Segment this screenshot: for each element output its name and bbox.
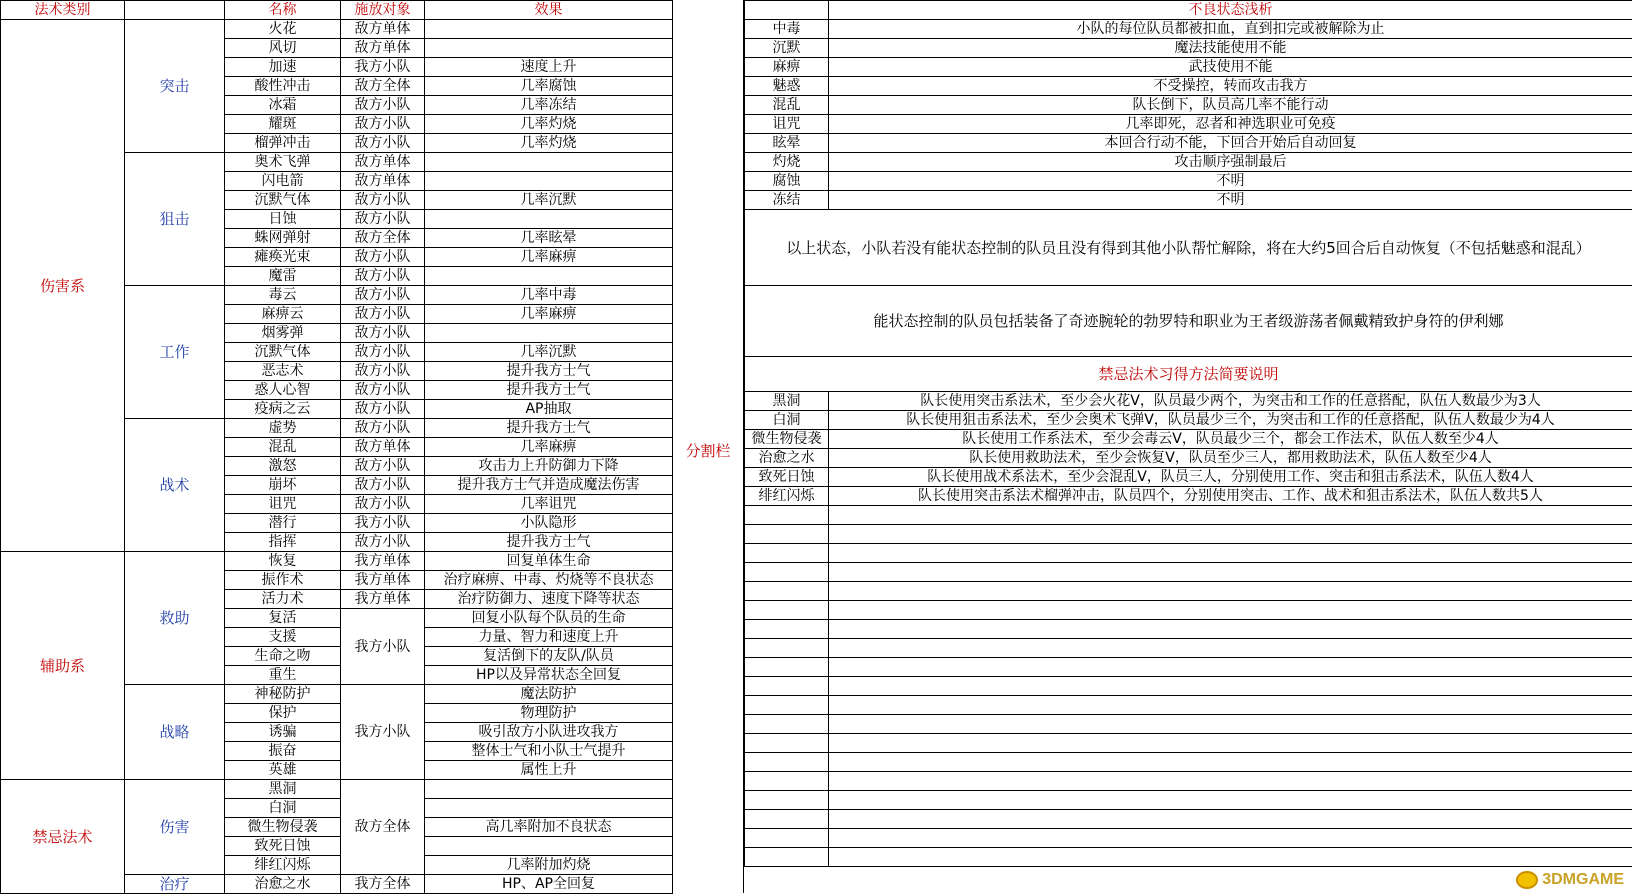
spell-effect: 回复单体生命 bbox=[425, 552, 673, 571]
subcategory-label: 伤害 bbox=[125, 780, 225, 875]
spell-target: 敌方小队 bbox=[341, 324, 425, 343]
spell-effect: 攻击力上升防御力下降 bbox=[425, 457, 673, 476]
spell-effect bbox=[425, 837, 673, 856]
spell-name: 蛛网弹射 bbox=[225, 229, 341, 248]
forbidden-spell-method: 队长使用工作系法术，至少会毒云Ⅴ，队员最少三个，都会工作法术，队伍人数至少4人 bbox=[829, 430, 1632, 449]
spell-effect: 几率麻痹 bbox=[425, 248, 673, 267]
status-description: 队长倒下，队员高几率不能行动 bbox=[829, 96, 1632, 115]
empty-cell bbox=[745, 848, 829, 867]
spell-effect: 几率麻痹 bbox=[425, 305, 673, 324]
empty-cell bbox=[745, 639, 829, 658]
spell-effect bbox=[425, 172, 673, 191]
spell-effect: 几率腐蚀 bbox=[425, 77, 673, 96]
spell-effect: 力量、智力和速度上升 bbox=[425, 628, 673, 647]
spell-target: 敌方小队 bbox=[341, 343, 425, 362]
empty-cell bbox=[829, 658, 1632, 677]
forbidden-spell-name: 白洞 bbox=[745, 411, 829, 430]
empty-row bbox=[745, 658, 1632, 677]
spell-effect: 治疗麻痹、中毒、灼烧等不良状态 bbox=[425, 571, 673, 590]
empty-cell bbox=[745, 772, 829, 791]
status-name: 灼烧 bbox=[745, 153, 829, 172]
spell-name: 白洞 bbox=[225, 799, 341, 818]
spell-name: 疫病之云 bbox=[225, 400, 341, 419]
status-row bbox=[745, 191, 1632, 210]
empty-cell bbox=[829, 810, 1632, 829]
empty-row bbox=[745, 810, 1632, 829]
empty-cell bbox=[745, 601, 829, 620]
status-description: 武技使用不能 bbox=[829, 58, 1632, 77]
spell-target: 敌方单体 bbox=[341, 153, 425, 172]
note-row bbox=[745, 286, 1632, 357]
status-name: 冻结 bbox=[745, 191, 829, 210]
empty-cell bbox=[745, 544, 829, 563]
spell-table bbox=[0, 0, 673, 894]
spell-target: 敌方小队 bbox=[341, 381, 425, 400]
spell-target: 敌方小队 bbox=[341, 457, 425, 476]
spell-name: 火花 bbox=[225, 20, 341, 39]
spell-name: 诱骗 bbox=[225, 723, 341, 742]
spell-effect bbox=[425, 324, 673, 343]
spell-target: 敌方全体 bbox=[341, 229, 425, 248]
spell-target: 我方单体 bbox=[341, 552, 425, 571]
column-header bbox=[125, 1, 225, 20]
header-row bbox=[745, 1, 1632, 20]
spell-target: 敌方小队 bbox=[341, 267, 425, 286]
empty-row bbox=[745, 620, 1632, 639]
note-row bbox=[745, 210, 1632, 286]
forbidden-row bbox=[745, 430, 1632, 449]
spell-effect: 物理防护 bbox=[425, 704, 673, 723]
spell-name: 虚势 bbox=[225, 419, 341, 438]
empty-cell bbox=[829, 563, 1632, 582]
empty-cell bbox=[829, 620, 1632, 639]
status-table bbox=[744, 0, 1632, 867]
spell-name: 榴弹冲击 bbox=[225, 134, 341, 153]
spell-name: 英雄 bbox=[225, 761, 341, 780]
spell-effect: 整体士气和小队士气提升 bbox=[425, 742, 673, 761]
subcategory-label: 工作 bbox=[125, 286, 225, 419]
spell-effect: 提升我方士气 bbox=[425, 533, 673, 552]
empty-row bbox=[745, 829, 1632, 848]
status-row bbox=[745, 58, 1632, 77]
status-name: 腐蚀 bbox=[745, 172, 829, 191]
empty-cell bbox=[829, 848, 1632, 867]
empty-cell bbox=[829, 601, 1632, 620]
spell-effect: 几率沉默 bbox=[425, 343, 673, 362]
spell-effect: HP、AP全回复 bbox=[425, 875, 673, 894]
forbidden-row bbox=[745, 411, 1632, 430]
empty-row bbox=[745, 715, 1632, 734]
spell-target: 敌方小队 bbox=[341, 248, 425, 267]
status-name: 麻痹 bbox=[745, 58, 829, 77]
empty-row bbox=[745, 582, 1632, 601]
forbidden-spell-name: 致死日蚀 bbox=[745, 468, 829, 487]
spell-name: 重生 bbox=[225, 666, 341, 685]
spell-target: 敌方单体 bbox=[341, 39, 425, 58]
forbidden-row bbox=[745, 449, 1632, 468]
spell-name: 麻痹云 bbox=[225, 305, 341, 324]
spell-target: 敌方小队 bbox=[341, 533, 425, 552]
empty-row bbox=[745, 601, 1632, 620]
spell-effect: 几率眩晕 bbox=[425, 229, 673, 248]
column-header: 施放对象 bbox=[341, 1, 425, 20]
spell-effect: 高几率附加不良状态 bbox=[425, 818, 673, 837]
spell-target: 敌方单体 bbox=[341, 438, 425, 457]
status-row bbox=[745, 115, 1632, 134]
subcategory-label: 突击 bbox=[125, 20, 225, 153]
spell-name: 惑人心智 bbox=[225, 381, 341, 400]
spell-effect: AP抽取 bbox=[425, 400, 673, 419]
spell-name: 振奋 bbox=[225, 742, 341, 761]
spell-target: 敌方小队 bbox=[341, 134, 425, 153]
status-row bbox=[745, 172, 1632, 191]
spell-target: 我方小队 bbox=[341, 685, 425, 780]
spell-name: 毒云 bbox=[225, 286, 341, 305]
spell-target: 我方小队 bbox=[341, 514, 425, 533]
spell-name: 闪电箭 bbox=[225, 172, 341, 191]
empty-cell bbox=[829, 639, 1632, 658]
column-header: 名称 bbox=[225, 1, 341, 20]
empty-cell bbox=[745, 715, 829, 734]
spell-target: 敌方小队 bbox=[341, 286, 425, 305]
status-description: 攻击顺序强制最后 bbox=[829, 153, 1632, 172]
forbidden-spell-method: 队长使用战术系法术，至少会混乱Ⅴ，队员三人，分别使用工作、突击和狙击系法术，队伍人数4人 bbox=[829, 468, 1632, 487]
spell-effect: 几率诅咒 bbox=[425, 495, 673, 514]
status-name: 混乱 bbox=[745, 96, 829, 115]
spell-name: 风切 bbox=[225, 39, 341, 58]
status-title: 不良状态浅析 bbox=[829, 1, 1632, 20]
spell-name: 振作术 bbox=[225, 571, 341, 590]
empty-row bbox=[745, 525, 1632, 544]
status-description: 魔法技能使用不能 bbox=[829, 39, 1632, 58]
status-note: 以上状态，小队若没有能状态控制的队员且没有得到其他小队帮忙解除，将在大约5回合后自动恢复（不包括魅惑和混乱） bbox=[745, 210, 1632, 286]
spell-name: 混乱 bbox=[225, 438, 341, 457]
status-description: 几率即死，忍者和神选职业可免疫 bbox=[829, 115, 1632, 134]
spell-name: 活力术 bbox=[225, 590, 341, 609]
spell-effect: 速度上升 bbox=[425, 58, 673, 77]
spell-effect: 几率中毒 bbox=[425, 286, 673, 305]
spell-row bbox=[1, 20, 673, 39]
empty-row bbox=[745, 506, 1632, 525]
empty-cell bbox=[745, 810, 829, 829]
spell-name: 诅咒 bbox=[225, 495, 341, 514]
spell-name: 潜行 bbox=[225, 514, 341, 533]
status-name: 中毒 bbox=[745, 20, 829, 39]
spell-name: 生命之吻 bbox=[225, 647, 341, 666]
empty-cell bbox=[745, 791, 829, 810]
divider-column bbox=[672, 0, 744, 893]
empty-cell bbox=[829, 525, 1632, 544]
status-row bbox=[745, 39, 1632, 58]
category-label: 辅助系 bbox=[1, 552, 125, 780]
category-label: 禁忌法术 bbox=[1, 780, 125, 894]
spell-effect: 几率附加灼烧 bbox=[425, 856, 673, 875]
empty-cell bbox=[745, 506, 829, 525]
divider-label: 分割栏 bbox=[673, 440, 743, 461]
subcategory-label: 治疗 bbox=[125, 875, 225, 894]
spell-effect: 几率沉默 bbox=[425, 191, 673, 210]
spell-name: 绯红闪烁 bbox=[225, 856, 341, 875]
spell-target: 敌方小队 bbox=[341, 362, 425, 381]
spell-target: 敌方全体 bbox=[341, 77, 425, 96]
spell-effect: 小队隐形 bbox=[425, 514, 673, 533]
spell-name: 魔雷 bbox=[225, 267, 341, 286]
subcategory-label: 救助 bbox=[125, 552, 225, 685]
spell-row bbox=[1, 780, 673, 799]
status-description: 小队的每位队员都被扣血，直到扣完或被解除为止 bbox=[829, 20, 1632, 39]
spell-target: 我方单体 bbox=[341, 571, 425, 590]
subcategory-label: 狙击 bbox=[125, 153, 225, 286]
empty-cell bbox=[745, 658, 829, 677]
status-description: 本回合行动不能，下回合开始后自动回复 bbox=[829, 134, 1632, 153]
empty-cell bbox=[745, 525, 829, 544]
empty-cell bbox=[745, 582, 829, 601]
game-logo-icon bbox=[1516, 871, 1538, 889]
column-header: 法术类别 bbox=[1, 1, 125, 20]
spell-target: 我方小队 bbox=[341, 58, 425, 77]
empty-cell bbox=[745, 563, 829, 582]
empty-row bbox=[745, 677, 1632, 696]
spell-effect bbox=[425, 267, 673, 286]
spell-name: 加速 bbox=[225, 58, 341, 77]
spell-effect: 提升我方士气并造成魔法伤害 bbox=[425, 476, 673, 495]
spell-target: 敌方小队 bbox=[341, 400, 425, 419]
spell-name: 酸性冲击 bbox=[225, 77, 341, 96]
empty-cell bbox=[745, 734, 829, 753]
spell-row bbox=[1, 552, 673, 571]
status-description: 不受操控，转而攻击我方 bbox=[829, 77, 1632, 96]
spell-effect bbox=[425, 39, 673, 58]
empty-cell bbox=[745, 753, 829, 772]
spell-target: 敌方小队 bbox=[341, 476, 425, 495]
spell-name: 保护 bbox=[225, 704, 341, 723]
forbidden-spell-name: 微生物侵袭 bbox=[745, 430, 829, 449]
empty-cell bbox=[829, 829, 1632, 848]
empty-row bbox=[745, 772, 1632, 791]
empty-cell bbox=[745, 677, 829, 696]
spell-name: 复活 bbox=[225, 609, 341, 628]
spell-name: 指挥 bbox=[225, 533, 341, 552]
control-note: 能状态控制的队员包括装备了奇迹腕轮的勃罗特和职业为王者级游荡者佩戴精致护身符的伊利娜 bbox=[745, 286, 1632, 357]
spell-target: 我方全体 bbox=[341, 875, 425, 894]
status-name: 眩晕 bbox=[745, 134, 829, 153]
spell-target: 敌方小队 bbox=[341, 210, 425, 229]
spell-name: 瘫痪光束 bbox=[225, 248, 341, 267]
spell-effect: 几率冻结 bbox=[425, 96, 673, 115]
empty-cell bbox=[829, 696, 1632, 715]
spell-name: 沉默气体 bbox=[225, 191, 341, 210]
spell-effect: 吸引敌方小队进攻我方 bbox=[425, 723, 673, 742]
header-row bbox=[1, 1, 673, 20]
spell-name: 奥术飞弹 bbox=[225, 153, 341, 172]
empty-cell bbox=[829, 677, 1632, 696]
forbidden-spell-method: 队长使用突击系法术，至少会火花Ⅴ，队员最少两个，为突击和工作的任意搭配，队伍人数最少为3人 bbox=[829, 392, 1632, 411]
spell-name: 冰霜 bbox=[225, 96, 341, 115]
spell-target: 敌方单体 bbox=[341, 172, 425, 191]
category-label: 伤害系 bbox=[1, 20, 125, 552]
spell-name: 崩坏 bbox=[225, 476, 341, 495]
spell-name: 治愈之水 bbox=[225, 875, 341, 894]
spell-effect: 几率灼烧 bbox=[425, 115, 673, 134]
spell-effect bbox=[425, 799, 673, 818]
status-row bbox=[745, 153, 1632, 172]
empty-row bbox=[745, 734, 1632, 753]
spell-name: 恶志术 bbox=[225, 362, 341, 381]
spell-target: 敌方小队 bbox=[341, 96, 425, 115]
spell-name: 微生物侵袭 bbox=[225, 818, 341, 837]
spell-name: 沉默气体 bbox=[225, 343, 341, 362]
spell-effect: 几率麻痹 bbox=[425, 438, 673, 457]
empty-row bbox=[745, 544, 1632, 563]
spell-name: 恢复 bbox=[225, 552, 341, 571]
status-description: 不明 bbox=[829, 172, 1632, 191]
empty-cell bbox=[829, 734, 1632, 753]
forbidden-row bbox=[745, 468, 1632, 487]
forbidden-spell-method: 队长使用狙击系法术，至少会奥术飞弹Ⅴ，队员最少三个，为突击和工作的任意搭配，队伍人数最少为4人 bbox=[829, 411, 1632, 430]
spell-effect bbox=[425, 20, 673, 39]
spell-target: 敌方小队 bbox=[341, 305, 425, 324]
spell-target: 敌方小队 bbox=[341, 419, 425, 438]
spell-target: 敌方全体 bbox=[341, 780, 425, 875]
status-row bbox=[745, 134, 1632, 153]
forbidden-spell-name: 绯红闪烁 bbox=[745, 487, 829, 506]
spell-effect: 提升我方士气 bbox=[425, 362, 673, 381]
empty-cell bbox=[829, 582, 1632, 601]
spell-name: 黑洞 bbox=[225, 780, 341, 799]
spell-effect: 魔法防护 bbox=[425, 685, 673, 704]
forbidden-spell-name: 治愈之水 bbox=[745, 449, 829, 468]
spell-name: 支援 bbox=[225, 628, 341, 647]
forbidden-spell-method: 队长使用救助法术，至少会恢复Ⅴ，队员至少三人，都用救助法术，队伍人数至少4人 bbox=[829, 449, 1632, 468]
status-name: 沉默 bbox=[745, 39, 829, 58]
forbidden-spell-method: 队长使用突击系法术榴弹冲击，队员四个，分别使用突击、工作、战术和狙击系法术，队伍人数共5人 bbox=[829, 487, 1632, 506]
forbidden-title: 禁忌法术习得方法简要说明 bbox=[745, 357, 1632, 392]
spell-effect: 几率灼烧 bbox=[425, 134, 673, 153]
spell-effect: 回复小队每个队员的生命 bbox=[425, 609, 673, 628]
title-row bbox=[745, 357, 1632, 392]
status-name: 诅咒 bbox=[745, 115, 829, 134]
subcategory-label: 战术 bbox=[125, 419, 225, 552]
empty-row bbox=[745, 639, 1632, 658]
spell-effect: 提升我方士气 bbox=[425, 419, 673, 438]
empty-row bbox=[745, 753, 1632, 772]
spell-target: 我方小队 bbox=[341, 609, 425, 685]
empty-cell bbox=[829, 772, 1632, 791]
spell-effect: 复活倒下的友队/队员 bbox=[425, 647, 673, 666]
spell-target: 敌方小队 bbox=[341, 115, 425, 134]
forbidden-row bbox=[745, 392, 1632, 411]
forbidden-row bbox=[745, 487, 1632, 506]
empty-cell bbox=[745, 696, 829, 715]
empty-cell bbox=[829, 506, 1632, 525]
status-row bbox=[745, 77, 1632, 96]
forbidden-spell-name: 黑洞 bbox=[745, 392, 829, 411]
spell-effect bbox=[425, 780, 673, 799]
column-header: 效果 bbox=[425, 1, 673, 20]
spell-target: 我方单体 bbox=[341, 590, 425, 609]
watermark bbox=[1516, 871, 1624, 889]
spell-target: 敌方单体 bbox=[341, 20, 425, 39]
status-name: 魅惑 bbox=[745, 77, 829, 96]
empty-cell bbox=[829, 753, 1632, 772]
spell-target: 敌方小队 bbox=[341, 191, 425, 210]
spell-name: 神秘防护 bbox=[225, 685, 341, 704]
status-row bbox=[745, 20, 1632, 39]
spell-effect: 治疗防御力、速度下降等状态 bbox=[425, 590, 673, 609]
empty-row bbox=[745, 791, 1632, 810]
empty-row bbox=[745, 848, 1632, 867]
spell-name: 致死日蚀 bbox=[225, 837, 341, 856]
empty-cell bbox=[829, 715, 1632, 734]
spell-target: 敌方小队 bbox=[341, 495, 425, 514]
empty-cell bbox=[745, 829, 829, 848]
spell-name: 烟雾弹 bbox=[225, 324, 341, 343]
spell-effect bbox=[425, 153, 673, 172]
empty-cell bbox=[829, 544, 1632, 563]
empty-cell bbox=[745, 620, 829, 639]
status-description: 不明 bbox=[829, 191, 1632, 210]
spell-effect: HP以及异常状态全回复 bbox=[425, 666, 673, 685]
empty-row bbox=[745, 696, 1632, 715]
status-row bbox=[745, 96, 1632, 115]
empty-cell bbox=[829, 791, 1632, 810]
spell-name: 激怒 bbox=[225, 457, 341, 476]
spell-effect bbox=[425, 210, 673, 229]
spell-name: 耀斑 bbox=[225, 115, 341, 134]
empty-row bbox=[745, 563, 1632, 582]
spell-effect: 属性上升 bbox=[425, 761, 673, 780]
column-header bbox=[745, 1, 829, 20]
subcategory-label: 战略 bbox=[125, 685, 225, 780]
watermark-text: 3DMGAME bbox=[1542, 871, 1624, 889]
spell-effect: 提升我方士气 bbox=[425, 381, 673, 400]
spell-name: 日蚀 bbox=[225, 210, 341, 229]
